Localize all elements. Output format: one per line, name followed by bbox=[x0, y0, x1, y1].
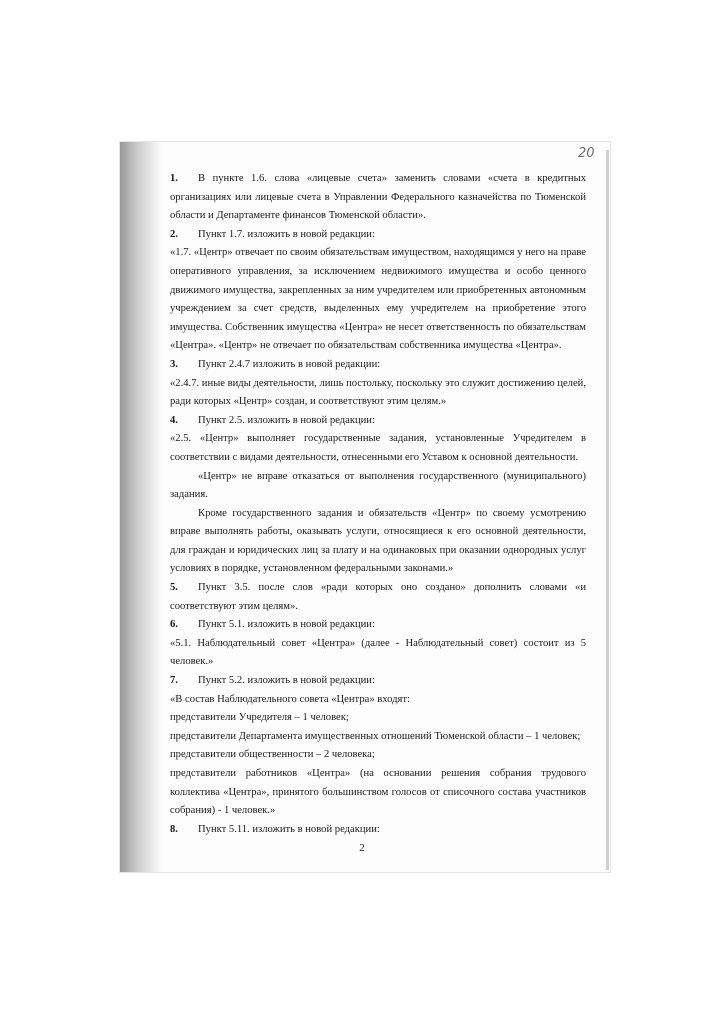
page-number: 2 bbox=[359, 842, 365, 854]
list-item-department: представители Департамента имущественных отношений Тюменской области – 1 человек; bbox=[170, 730, 581, 742]
paragraph-text: Пункт 1.7. изложить в новой редакции: bbox=[198, 228, 375, 240]
paragraph-2 bbox=[170, 226, 586, 245]
list-item-founder: представители Учредителя – 1 человек; bbox=[170, 712, 349, 724]
paragraph-text: Пункт 2.5. изложить в новой редакции: bbox=[198, 414, 375, 426]
paragraph-text: Пункт 3.5. после слов «ради которых оно создано» дополнить словами «и соответствуют этим целям». bbox=[170, 582, 586, 612]
paragraph-4 bbox=[170, 412, 586, 431]
quote-1-7: «1.7. «Центр» отвечает по своим обязательствам имуществом, находящимся у него на праве оперативного управления, за исключением недвижимого имущества и особо ценного движимого имущества, закрепленных за ним учредителем или приобретенных автономным учреждением за счет средств, выделенных ему учредителем на приобретение этого имущества. Собственник имущества «Центра» не несет ответственность по обязательствам «Центра». «Центр» не отвечает по обязательствам собственника имущества «Центра». bbox=[170, 247, 586, 352]
paragraph-3 bbox=[170, 356, 586, 375]
item-number: 5. bbox=[170, 582, 178, 594]
list-item-workers: представители работников «Центра» (на основании решения собрания трудового коллектива «Центра», принятого большинством голосов от списочного состава участников собрания) - 1 человек.» bbox=[170, 768, 586, 817]
page-edge bbox=[606, 150, 609, 870]
paragraph-text: Пункт 5.11. изложить в новой редакции: bbox=[198, 823, 380, 835]
item-number: 3. bbox=[170, 358, 178, 370]
paragraph-1 bbox=[170, 170, 586, 226]
paragraph-text: Пункт 5.2. изложить в новой редакции: bbox=[198, 675, 375, 687]
quote-5-1: «5.1. Наблюдательный совет «Центра» (далее - Наблюдательный совет) состоит из 5 человек.» bbox=[170, 637, 586, 668]
quote-2-5: «2.5. «Центр» выполняет государственные задания, установленные Учредителем в соответствии с видами деятельности, отнесенными его Уставом к основной деятельности. bbox=[170, 433, 586, 463]
item-number: 8. bbox=[170, 823, 178, 835]
paragraph-6 bbox=[170, 616, 586, 635]
quote-5-2-intro: «В состав Наблюдательного совета «Центра» входят: bbox=[170, 693, 410, 705]
paragraph-5 bbox=[170, 579, 586, 616]
quote-2-4-7: «2.4.7. иные виды деятельности, лишь постольку, поскольку это служит достижению целей, ради которых «Центр» создан, и соответствуют этим целям.» bbox=[170, 377, 586, 408]
paragraph-text: Пункт 2.4.7 изложить в новой редакции: bbox=[198, 358, 381, 370]
item-number: 1. bbox=[170, 173, 178, 184]
scan-shadow bbox=[120, 142, 162, 872]
item-number: 7. bbox=[170, 675, 178, 687]
quote-2-5-cont-1: «Центр» не вправе отказаться от выполнения государственного (муниципального) задания. bbox=[170, 470, 586, 501]
paragraph-text: В пункте 1.6. слова «лицевые счета» заменить словами «счета в кредитных организациях или лицевые счета в Управлении Федерального казначейства по Тюменской области и Департаменте финансов Тюменской области». bbox=[170, 173, 586, 222]
paragraph-text: Пункт 5.1. изложить в новой редакции: bbox=[198, 619, 375, 631]
handwritten-page-mark: 20 bbox=[578, 146, 595, 161]
item-number: 4. bbox=[170, 414, 178, 426]
paragraph-8 bbox=[170, 821, 586, 840]
item-number: 6. bbox=[170, 619, 178, 631]
quote-2-5-cont-2: Кроме государственного задания и обязательств «Центр» по своему усмотрению вправе выполнять работы, оказывать услуги, относящиеся к его основной деятельности, для граждан и юридических лиц за плату и на одинаковых при оказании однородных услуг условиях в порядке, установленном федеральными законами.» bbox=[170, 507, 586, 575]
item-number: 2. bbox=[170, 228, 178, 240]
paragraph-7 bbox=[170, 672, 586, 691]
list-item-public: представители общественности – 2 человека; bbox=[170, 749, 375, 761]
document-body bbox=[170, 170, 586, 839]
